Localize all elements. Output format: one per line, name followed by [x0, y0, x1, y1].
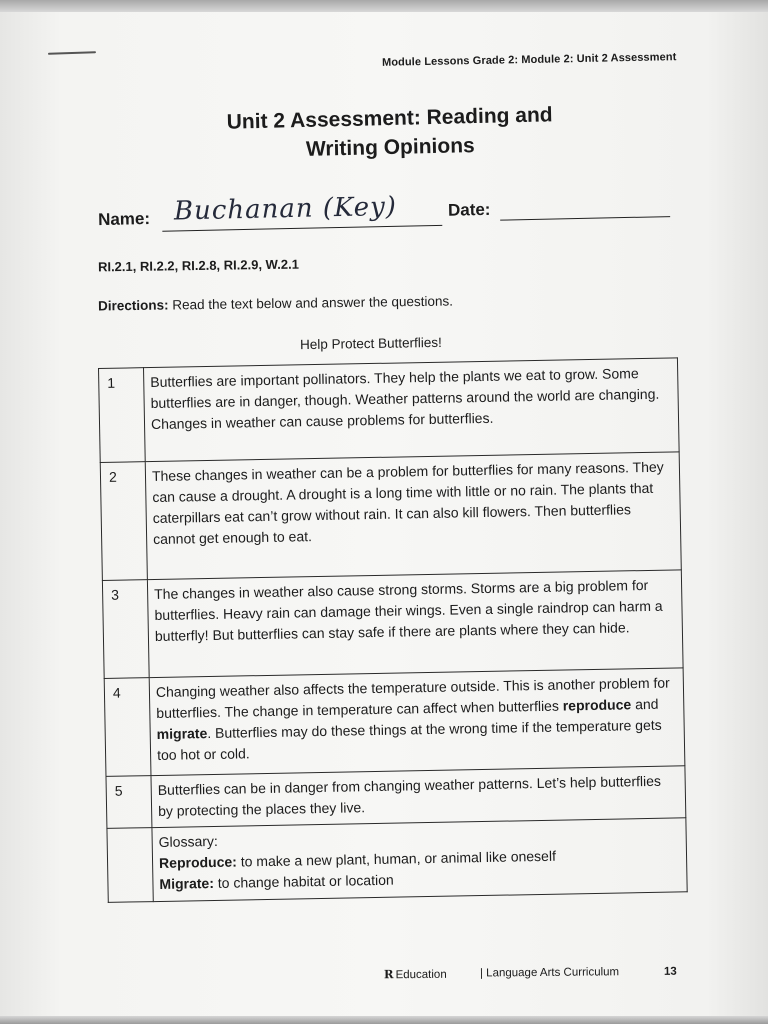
glossary-row: [107, 818, 687, 903]
curriculum-label: | Language Arts Curriculum: [479, 966, 620, 980]
name-field[interactable]: [162, 225, 442, 232]
bold-term-migrate: migrate: [156, 725, 208, 742]
table-row: [100, 452, 681, 581]
passage-table: [98, 357, 688, 903]
table-row: [102, 570, 683, 679]
directions-label: Directions:: [97, 297, 169, 314]
bold-term-reproduce: reproduce: [562, 696, 632, 714]
empty-cell: [107, 828, 153, 903]
glossary-definition: to change habitat or location: [213, 871, 394, 891]
page-title: [149, 99, 630, 168]
title-line-1: Unit 2 Assessment: Reading and: [226, 103, 553, 134]
glossary-term: Reproduce:: [158, 853, 238, 871]
glossary-term: Migrate:: [159, 874, 215, 892]
paragraph-number: 1: [99, 368, 146, 463]
name-date-row: [98, 186, 679, 238]
page-bottom-edge: [0, 1016, 768, 1024]
pen-mark: [48, 51, 96, 55]
paragraph-number: 4: [104, 678, 151, 777]
glossary: [152, 818, 687, 902]
paragraph-text: Butterflies can be in danger from changing weather patterns. Let’s help butterflies by protecting the places they live.: [151, 766, 686, 828]
paragraph-text: [149, 668, 685, 776]
module-header: Module Lessons Grade 2: Module 2: Unit 2 Assessment: [381, 51, 677, 69]
name-label: Name:: [97, 208, 151, 230]
table-row: [104, 668, 685, 777]
paragraph-text: Butterflies are important pollinators. They help the plants we eat to grow. Some butterflies are in danger, though. Weather patterns around the world are changing. Changes in weather can cause problems for butterflies.: [144, 358, 680, 462]
name-handwritten-value: Buchanan (Key): [173, 191, 398, 227]
publisher-name: Education: [395, 968, 447, 982]
page-top-edge: [0, 0, 768, 12]
page-footer: [384, 965, 684, 988]
directions: [98, 294, 453, 314]
publisher-logo-icon: R: [383, 967, 394, 982]
passage-table-wrapper: [98, 357, 688, 903]
table-row: [99, 358, 680, 463]
standards-list: RI.2.1, RI.2.2, RI.2.8, RI.2.9, W.2.1: [97, 256, 299, 275]
paragraph-number: 5: [106, 776, 152, 829]
date-label: Date:: [447, 199, 491, 220]
directions-text: Read the text below and answer the questions.: [168, 293, 454, 313]
publisher-brand: [384, 967, 447, 982]
glossary-label: Glossary:: [158, 832, 218, 850]
paragraph-text-part: Changing weather also affects the temperature outside. This is another problem for butterflies. The change in temperature can affect when butterflies: [155, 674, 670, 721]
title-line-2: Writing Opinions: [305, 134, 475, 161]
paragraph-text-part: and: [631, 695, 659, 713]
paragraph-text: The changes in weather also cause strong storms. Storms are a big problem for butterflies. Heavy rain can damage their wings. Even a single raindrop can harm a butterfly! But butterflies can stay safe if there are plants where they can hide.: [147, 570, 683, 678]
passage-title: Help Protect Butterflies!: [299, 334, 442, 353]
page-number: 13: [663, 965, 677, 978]
paragraph-number: 3: [102, 580, 149, 679]
glossary-definition: to make a new plant, human, or animal like oneself: [236, 847, 557, 870]
paragraph-text: These changes in weather can be a problem for butterflies for many reasons. They can cause a drought. A drought is a long time with little or no rain. The plants that caterpillars eat can’t grow without rain. It can also kill flowers. Then butterflies cannot get enough to eat.: [145, 452, 681, 580]
paragraph-text-part: . Butterflies may do these things at the wrong time if the temperature gets too hot or cold.: [156, 716, 662, 763]
date-field[interactable]: [500, 216, 670, 221]
paragraph-number: 2: [100, 462, 147, 581]
